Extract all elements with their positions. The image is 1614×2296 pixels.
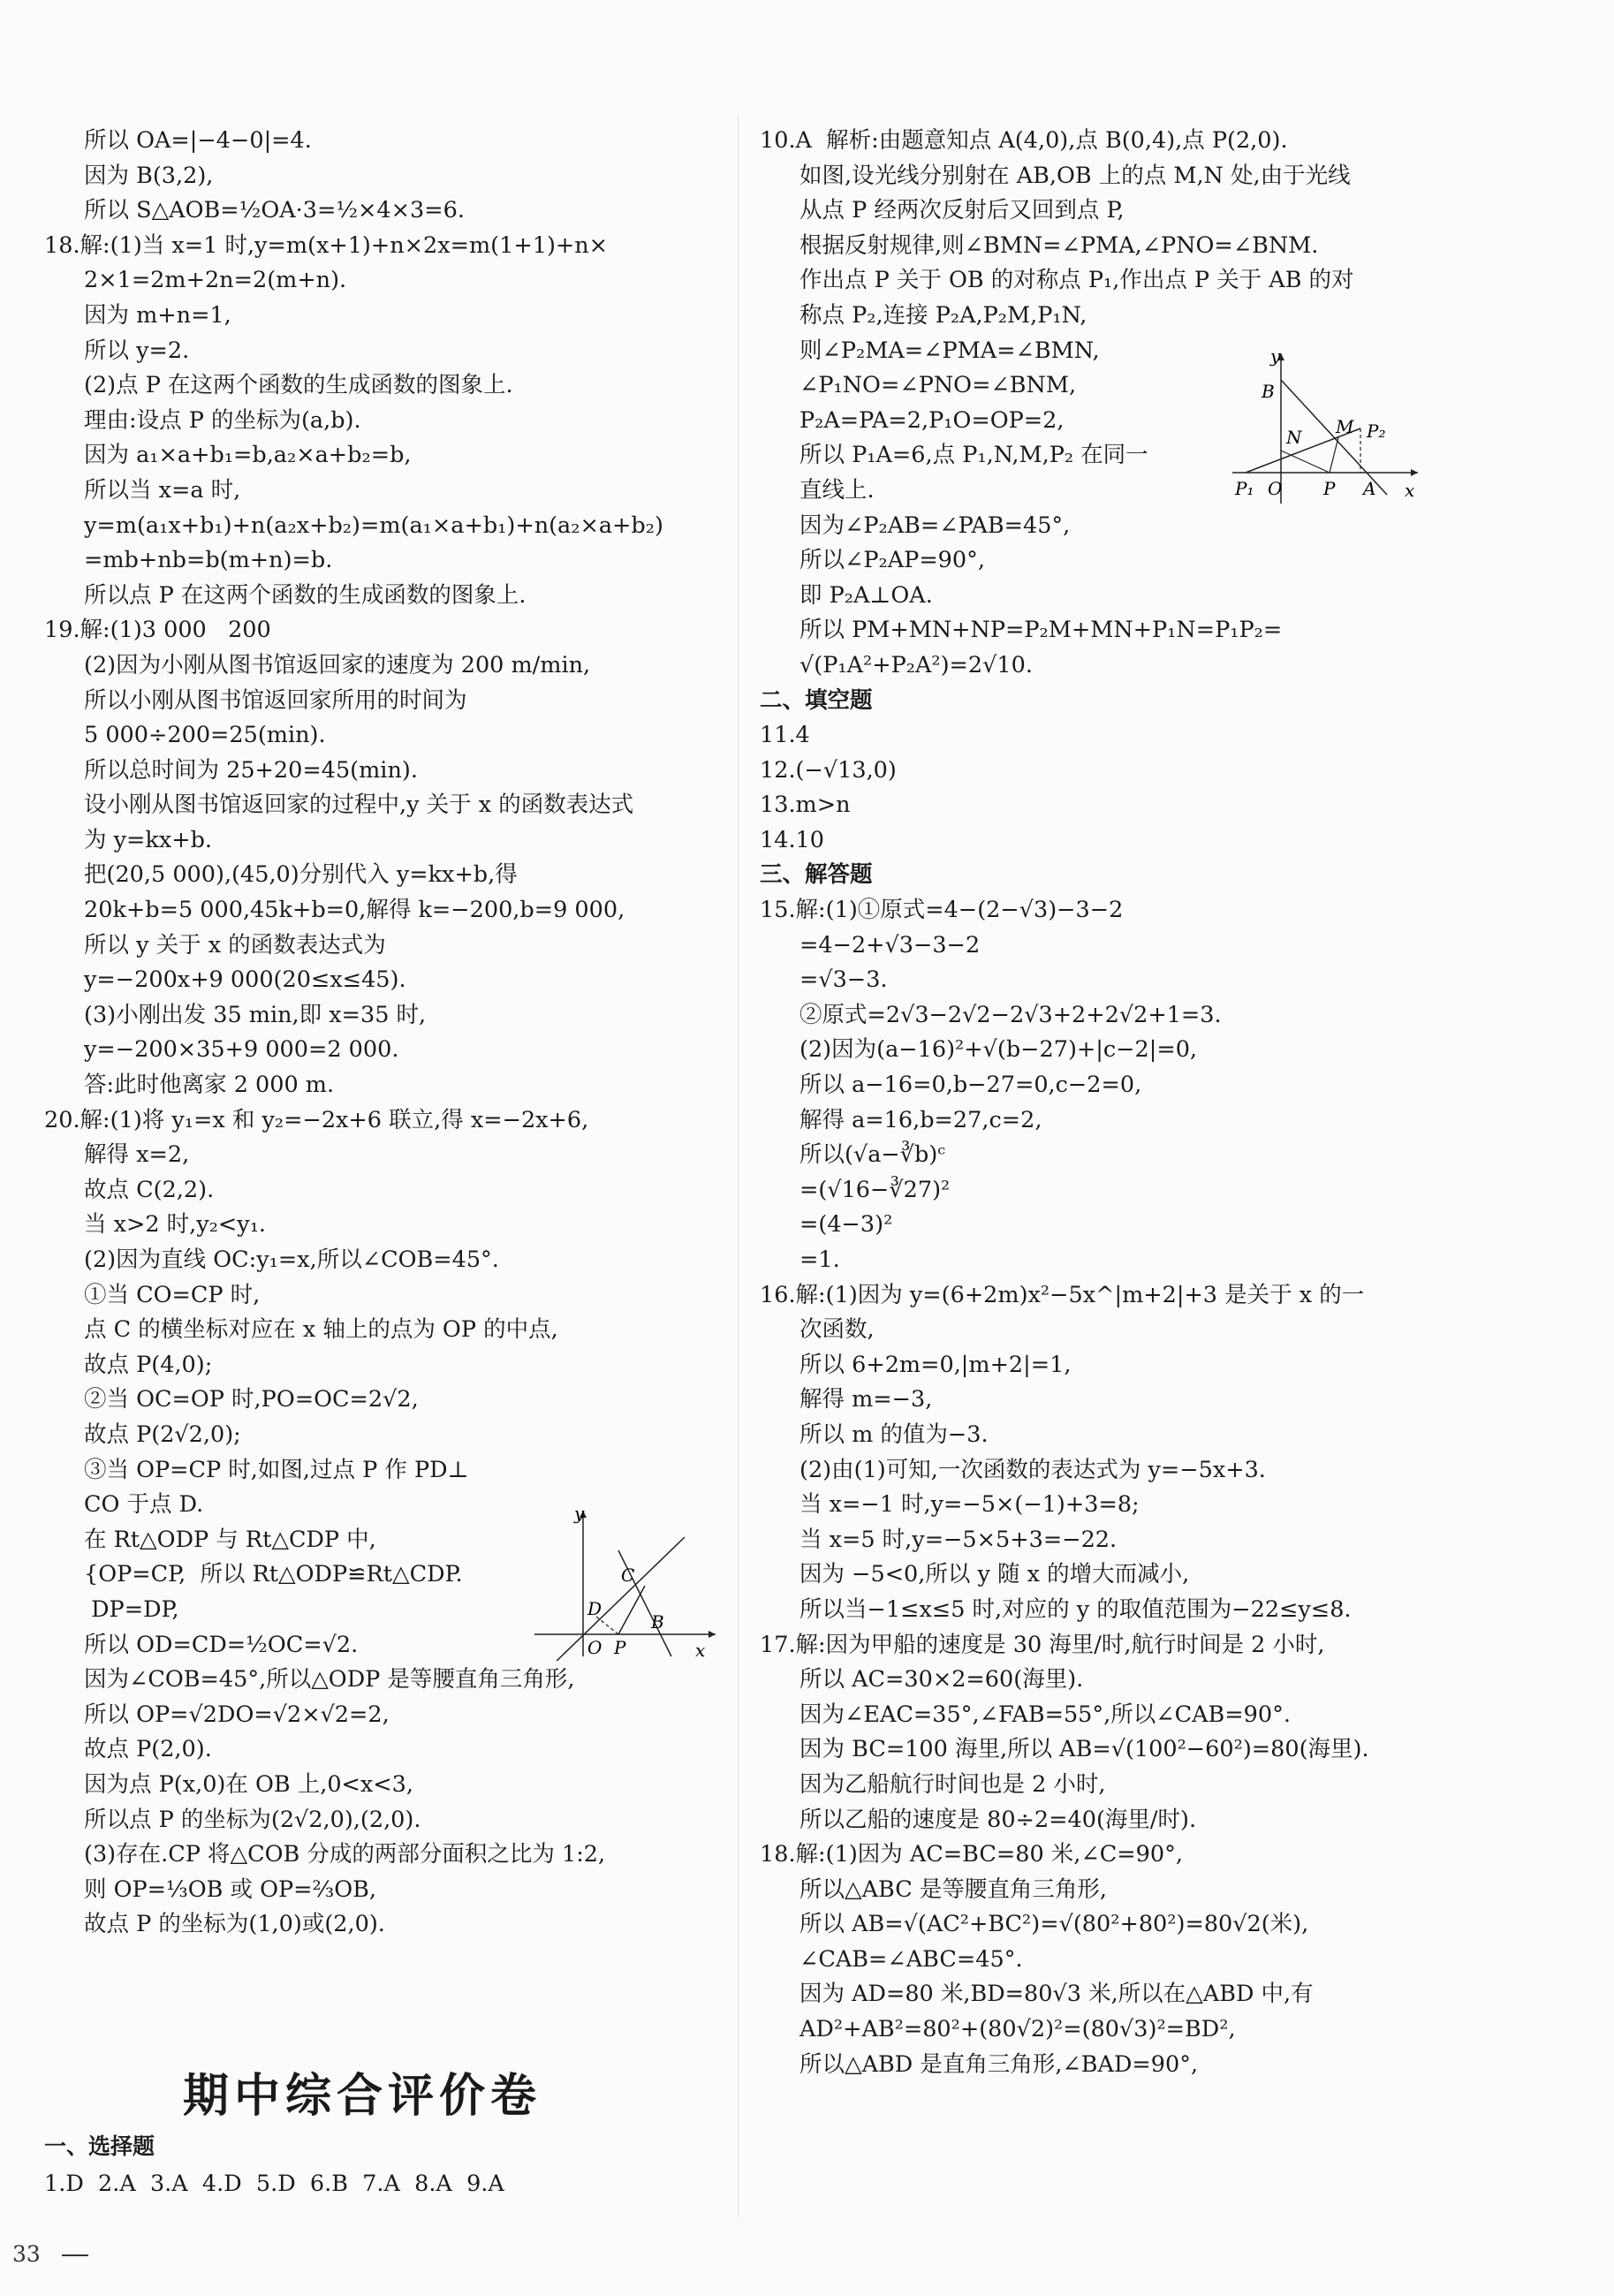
left-column-line: 故点 P 的坐标为(1,0)或(2,0). (84, 1911, 385, 1938)
right-column-line: ∠P₁NO=∠PNO=∠BNM, (799, 372, 1077, 399)
label-x: x (695, 1640, 706, 1661)
left-column-line: 所以 y 关于 x 的函数表达式为 (84, 931, 386, 959)
left-column-line: 因为 B(3,2), (84, 162, 214, 189)
label-N: N (1286, 427, 1302, 448)
right-column-line: 因为 AD=80 米,BD=80√3 米,所以在△ABD 中,有 (799, 1981, 1314, 2008)
left-column-line: 为 y=kx+b. (84, 826, 213, 853)
right-column-line: 16.解:(1)因为 y=(6+2m)x²−5x^|m+2|+3 是关于 x 的一 (760, 1281, 1365, 1308)
right-column-line: 所以 AC=30×2=60(海里). (799, 1666, 1084, 1694)
right-column-line: 14.10 (760, 826, 825, 853)
right-column-line: =(4−3)² (799, 1211, 893, 1239)
left-column-line: 故点 C(2,2). (84, 1176, 215, 1203)
left-column-line: 故点 P(4,0); (84, 1351, 213, 1378)
right-column-line: 所以当−1≤x≤5 时,对应的 y 的取值范围为−22≤y≤8. (799, 1595, 1352, 1623)
right-column-line: 所以(√a−∛b)ᶜ (799, 1141, 946, 1169)
label-P: P (614, 1637, 626, 1658)
left-column-line: 在 Rt△ODP 与 Rt△CDP 中, (84, 1526, 376, 1553)
right-column-line: 所以 AB=√(AC²+BC²)=√(80²+80²)=80√2(米), (799, 1911, 1309, 1938)
right-column-line: 因为 BC=100 海里,所以 AB=√(100²−60²)=80(海里). (799, 1736, 1369, 1763)
right-column-line: 所以△ABC 是等腰直角三角形, (799, 1875, 1107, 1903)
right-column-line: 当 x=5 时,y=−5×5+3=−22. (799, 1526, 1118, 1553)
right-column-line: ②原式=2√3−2√2−2√3+2+2√2+1=3. (799, 1001, 1222, 1028)
left-column-line: 18.解:(1)当 x=1 时,y=m(x+1)+n×2x=m(1+1)+n× (44, 231, 609, 259)
choice-heading: 一、选择题 (44, 2133, 155, 2159)
left-column-line: 所以 OA=|−4−0|=4. (84, 127, 312, 154)
left-column-line: 20k+b=5 000,45k+b=0,解得 k=−200,b=9 000, (84, 897, 625, 924)
right-column-line: 15.解:(1)①原式=4−(2−√3)−3−2 (760, 897, 1124, 924)
left-column-line: (2)因为小刚从图书馆返回家的速度为 200 m/min, (84, 651, 591, 678)
left-column-line: y=m(a₁x+b₁)+n(a₂x+b₂)=m(a₁×a+b₁)+n(a₂×a+b₂) (84, 511, 663, 539)
left-column-line: DP=DP, (84, 1595, 179, 1623)
right-column-line: 即 P₂A⊥OA. (799, 581, 933, 609)
right-column-line: 12.(−√13,0) (760, 756, 897, 784)
label-D: D (587, 1598, 602, 1619)
label-P: P (1323, 478, 1336, 499)
left-column-line: (3)小刚出发 35 min,即 x=35 时, (84, 1001, 427, 1028)
right-column-line: =1. (799, 1247, 840, 1273)
figure-reflection (1228, 345, 1431, 511)
left-column-line: 所以 OD=CD=½OC=√2. (84, 1631, 359, 1658)
left-column-line: ①当 CO=CP 时, (84, 1281, 261, 1308)
right-column-line: 解得 a=16,b=27,c=2, (799, 1106, 1042, 1133)
left-column-line: y=−200x+9 000(20≤x≤45). (84, 966, 406, 994)
left-column-line: 解得 x=2, (84, 1141, 190, 1169)
left-column-line: {OP=CP, 所以 Rt△ODP≌Rt△CDP. (84, 1561, 463, 1588)
right-column-line: =4−2+√3−3−2 (799, 931, 981, 959)
left-column-line: 故点 P(2√2,0); (84, 1421, 241, 1448)
right-column-line: (2)由(1)可知,一次函数的表达式为 y=−5x+3. (799, 1456, 1266, 1483)
right-column-line: 直线上. (799, 476, 875, 504)
left-column-line: 所以点 P 的坐标为(2√2,0),(2,0). (84, 1806, 421, 1833)
right-column-line: 如图,设光线分别射在 AB,OB 上的点 M,N 处,由于光线 (799, 162, 1351, 189)
figure-odp-cdp (526, 1502, 729, 1664)
label-P2: P₂ (1367, 421, 1386, 442)
right-column-line: 当 x=−1 时,y=−5×(−1)+3=8; (799, 1491, 1140, 1519)
left-column-line: 所以 OP=√2DO=√2×√2=2, (84, 1701, 390, 1728)
right-column-line: ∠CAB=∠ABC=45°. (799, 1945, 1023, 1973)
right-column-line: 所以∠P₂AP=90°, (799, 547, 985, 574)
left-column-line: 则 OP=⅓OB 或 OP=⅔OB, (84, 1875, 377, 1903)
right-column-line: 所以 a−16=0,b−27=0,c−2=0, (799, 1072, 1142, 1099)
left-column-line: (2)因为直线 OC:y₁=x,所以∠COB=45°. (84, 1247, 499, 1273)
right-column-line: 10.A 解析:由题意知点 A(4,0),点 B(0,4),点 P(2,0). (760, 127, 1288, 154)
left-column-line: 理由:设点 P 的坐标为(a,b). (84, 406, 361, 434)
page-number-dash (62, 2254, 88, 2256)
label-O: O (1268, 478, 1283, 499)
label-M: M (1336, 416, 1354, 437)
right-column-line: 二、填空题 (760, 686, 873, 714)
label-O: O (587, 1637, 602, 1658)
left-column-line: (2)点 P 在这两个函数的生成函数的图象上. (84, 372, 513, 399)
right-column-line: 称点 P₂,连接 P₂A,P₂M,P₁N, (799, 301, 1087, 329)
label-C: C (621, 1565, 635, 1586)
right-column-line: 11.4 (760, 722, 810, 749)
right-column-line: 所以△ABD 是直角三角形,∠BAD=90°, (799, 2050, 1199, 2078)
left-column-line: 故点 P(2,0). (84, 1736, 212, 1763)
left-column-line: 因为 a₁×a+b₁=b,a₂×a+b₂=b, (84, 442, 412, 469)
right-column-line: 从点 P 经两次反射后又回到点 P, (799, 197, 1125, 224)
right-column-line: 所以 6+2m=0,|m+2|=1, (799, 1351, 1072, 1378)
left-column-line: ②当 OC=OP 时,PO=OC=2√2, (84, 1386, 419, 1413)
left-column-line: 20.解:(1)将 y₁=x 和 y₂=−2x+6 联立,得 x=−2x+6, (44, 1106, 589, 1133)
left-column-line: =mb+nb=b(m+n)=b. (84, 547, 333, 574)
right-column-line: 18.解:(1)因为 AC=BC=80 米,∠C=90°, (760, 1841, 1183, 1868)
right-column-line: 解得 m=−3, (799, 1386, 933, 1413)
left-column-line: 所以小刚从图书馆返回家所用的时间为 (84, 686, 467, 714)
left-column-line: 所以当 x=a 时, (84, 476, 241, 504)
label-A: A (1363, 478, 1376, 499)
right-column-line: 17.解:因为甲船的速度是 30 海里/时,航行时间是 2 小时, (760, 1631, 1325, 1658)
left-column-line: y=−200×35+9 000=2 000. (84, 1036, 399, 1064)
left-column-line: 所以点 P 在这两个函数的生成函数的图象上. (84, 581, 527, 609)
left-column-line: 因为 m+n=1, (84, 301, 231, 329)
left-column-line: 因为∠COB=45°,所以△ODP 是等腰直角三角形, (84, 1666, 575, 1694)
right-column-line: 所以 PM+MN+NP=P₂M+MN+P₁N=P₁P₂= (799, 617, 1283, 644)
right-column-line: 则∠P₂MA=∠PMA=∠BMN, (799, 337, 1100, 364)
right-column-line: √(P₁A²+P₂A²)=2√10. (799, 651, 1033, 678)
right-column-line: 因为 −5<0,所以 y 随 x 的增大而减小, (799, 1561, 1190, 1588)
left-column (44, 124, 716, 1943)
label-P1: P₁ (1235, 478, 1254, 499)
right-column-line: 13.m>n (760, 792, 851, 819)
right-column-line: 所以乙船的速度是 80÷2=40(海里/时). (799, 1806, 1197, 1833)
left-column-line: 设小刚从图书馆返回家的过程中,y 关于 x 的函数表达式 (84, 792, 634, 819)
right-column-line: 作出点 P 关于 OB 的对称点 P₁,作出点 P 关于 AB 的对 (799, 267, 1354, 294)
right-column-line: (2)因为(a−16)²+√(b−27)+|c−2|=0, (799, 1036, 1198, 1064)
page-number: 33 (12, 2241, 41, 2267)
right-column-line: AD²+AB²=80²+(80√2)²=(80√3)²=BD², (799, 2016, 1236, 2043)
right-column-line: =(√16−∛27)² (799, 1176, 951, 1203)
label-y: y (574, 1503, 585, 1524)
left-column-line: 5 000÷200=25(min). (84, 722, 326, 749)
label-x: x (1405, 480, 1415, 501)
right-column-line: 所以 m 的值为−3. (799, 1421, 989, 1448)
left-column-line: 所以 S△AOB=½OA·3=½×4×3=6. (84, 197, 465, 224)
column-divider (738, 115, 739, 2217)
left-column-line: 因为点 P(x,0)在 OB 上,0<x<3, (84, 1770, 414, 1798)
right-column-line: =√3−3. (799, 966, 888, 994)
right-column-line: 因为∠P₂AB=∠PAB=45°, (799, 511, 1071, 539)
right-column-line: 根据反射规律,则∠BMN=∠PMA,∠PNO=∠BNM. (799, 231, 1319, 259)
left-column-line: ③当 OP=CP 时,如图,过点 P 作 PD⊥ (84, 1456, 469, 1483)
left-column-line: 当 x>2 时,y₂<y₁. (84, 1211, 267, 1239)
label-y: y (1270, 345, 1281, 367)
left-column-line: 2×1=2m+2n=2(m+n). (84, 267, 347, 294)
right-column-line: 三、解答题 (760, 861, 873, 889)
right-column-line: 因为∠EAC=35°,∠FAB=55°,所以∠CAB=90°. (799, 1701, 1291, 1728)
left-column-line: 所以总时间为 25+20=45(min). (84, 756, 418, 784)
choice-answers: 1.D 2.A 3.A 4.D 5.D 6.B 7.A 8.A 9.A (44, 2171, 504, 2197)
left-column-line: 答:此时他离家 2 000 m. (84, 1072, 335, 1099)
label-B: B (651, 1611, 664, 1633)
left-column-line: 19.解:(1)3 000 200 (44, 617, 271, 644)
left-column-line: 所以 y=2. (84, 337, 190, 364)
left-column-line: 点 C 的横坐标对应在 x 轴上的点为 OP 的中点, (84, 1316, 558, 1344)
label-B: B (1262, 381, 1275, 402)
left-column-line: CO 于点 D. (84, 1491, 204, 1519)
right-column-line: 次函数, (799, 1316, 875, 1344)
left-column-line: 把(20,5 000),(45,0)分别代入 y=kx+b,得 (84, 861, 518, 889)
section-title: 期中综合评价卷 (182, 2070, 542, 2123)
right-column-line: 所以 P₁A=6,点 P₁,N,M,P₂ 在同一 (799, 442, 1148, 469)
left-column-line: (3)存在.CP 将△COB 分成的两部分面积之比为 1:2, (84, 1841, 606, 1868)
right-column-line: P₂A=PA=2,P₁O=OP=2, (799, 406, 1065, 434)
right-column-line: 因为乙船航行时间也是 2 小时, (799, 1770, 1106, 1798)
